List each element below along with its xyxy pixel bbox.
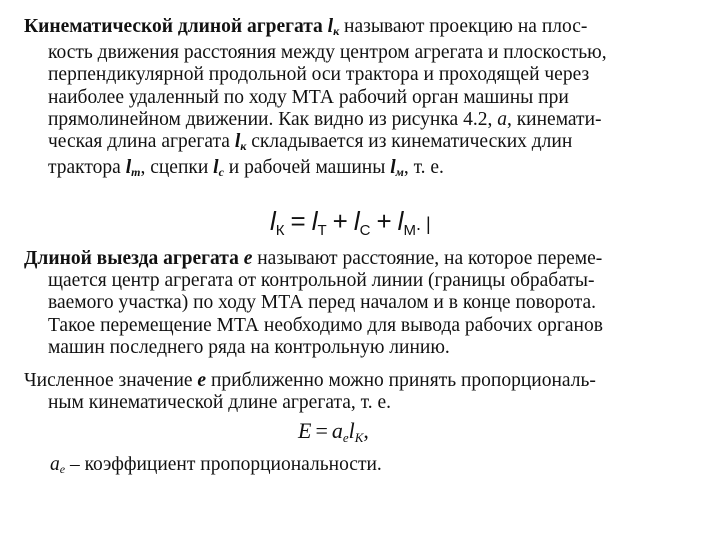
text: , сцепки	[140, 157, 214, 179]
term-kinematic-length: Кинематической длиной агрегата	[24, 16, 323, 37]
text-line: наиболее удаленный по ходу МТА рабочий орган машины при	[48, 86, 569, 108]
formula-subscript: К	[275, 222, 285, 239]
text-line	[24, 248, 696, 270]
text-line: ным кинематической длине агрегата, т. е.	[48, 392, 391, 414]
formula-symbol: a	[331, 418, 343, 443]
text-line: перпендикулярной продольной оси трактора и проходящей через	[48, 64, 590, 86]
text: , кинемати-	[506, 108, 602, 130]
symbol: а	[50, 454, 60, 475]
paragraph-numeric-value	[24, 370, 696, 414]
symbol: l	[390, 157, 396, 179]
symbol: l	[327, 16, 334, 37]
formula-symbol: l	[270, 206, 276, 236]
formula-symbol: E	[298, 418, 312, 443]
text: приближенно можно принять пропорциональ-	[206, 370, 596, 391]
text-line	[24, 16, 696, 42]
text-line: ваемого участка) по ходу МТА перед началом и в конце поворота.	[48, 292, 596, 314]
symbol-subscript: м	[395, 165, 404, 180]
symbol: е	[197, 370, 207, 391]
text: ческая длина агрегата	[48, 131, 235, 153]
formula-symbol: l	[348, 418, 355, 443]
text-line: щается центр агрегата от контрольной линии (границы обрабаты-	[48, 270, 595, 292]
formula-symbol: l	[397, 206, 404, 236]
paragraph-coefficient	[50, 454, 720, 480]
text-line: машин последнего ряда на контрольную линию.	[48, 336, 450, 358]
formula-subscript: С	[359, 222, 371, 239]
formula-exit-length	[298, 418, 369, 446]
term-exit-length: Длиной выезда агрегата	[24, 248, 239, 269]
text-line	[24, 131, 696, 157]
symbol-subscript: е	[59, 462, 66, 476]
formula-operator: +	[332, 206, 348, 236]
symbol: l	[234, 131, 241, 153]
formula-symbol: l	[311, 206, 318, 236]
text-line: Такое перемещение МТА необходимо для вывода рабочих органов	[48, 314, 603, 336]
symbol: е	[243, 248, 253, 269]
text-line: кость движения расстояния между центром агрегата и плоскостью,	[48, 42, 607, 64]
text: и рабочей машины	[223, 157, 391, 179]
text: , т. е.	[403, 157, 444, 179]
paragraph-exit-length	[24, 248, 696, 359]
text: называют расстояние, на которое переме-	[252, 248, 603, 269]
figure-ref: а	[497, 108, 507, 130]
text: Численное значение	[24, 370, 198, 391]
text-line	[24, 109, 696, 131]
formula-subscript: e	[342, 430, 349, 445]
symbol-subscript: к	[333, 24, 340, 38]
paragraph-kinematic-length	[24, 16, 696, 183]
symbol: l	[213, 157, 219, 179]
symbol: l	[125, 157, 132, 179]
formula-operator: =	[315, 418, 328, 443]
text-line	[24, 370, 696, 392]
text: называют проекцию на плос-	[339, 16, 588, 37]
text-line	[24, 157, 696, 183]
formula-operator: =	[290, 206, 306, 236]
text: прямолинейном движении. Как видно из рисунка 4.2,	[48, 108, 498, 130]
symbol-subscript: к	[240, 139, 247, 154]
text: – коэффициент пропорциональности.	[65, 454, 382, 475]
symbol-subscript: с	[218, 165, 224, 180]
formula-end: ,	[363, 418, 369, 443]
text: трактора	[48, 157, 126, 179]
formula-subscript: К	[354, 430, 364, 445]
formula-kinematic-length	[270, 206, 431, 239]
text-line	[50, 454, 720, 480]
symbol-subscript: т	[131, 165, 141, 180]
text: складывается из кинематических длин	[246, 131, 573, 153]
formula-subscript: Т	[317, 222, 327, 239]
formula-end: . |	[415, 214, 431, 234]
formula-operator: +	[376, 206, 392, 236]
formula-subscript: М	[403, 222, 416, 239]
formula-symbol: l	[353, 206, 360, 236]
